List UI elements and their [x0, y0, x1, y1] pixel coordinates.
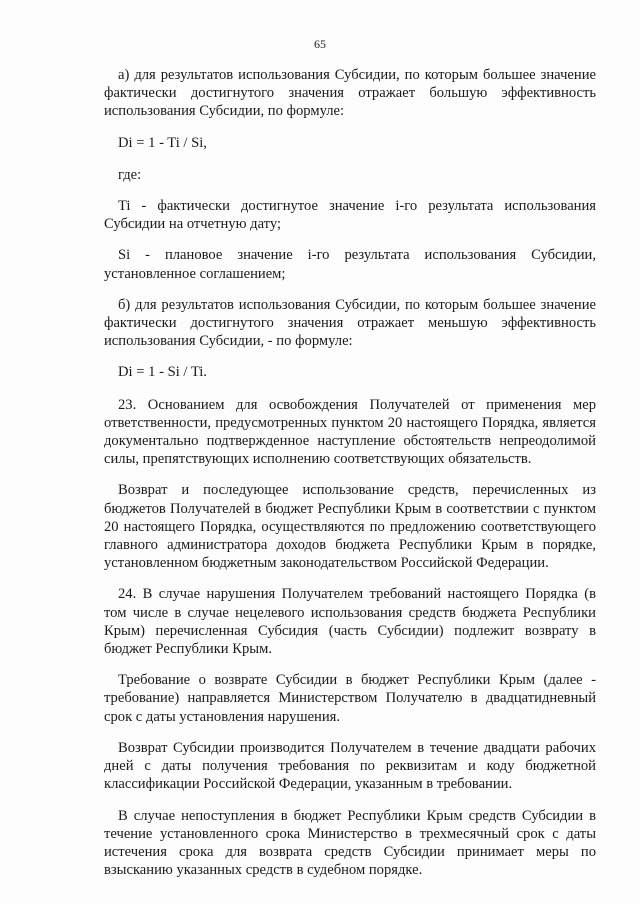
- clause-23: 23. Основанием для освобождения Получателей от применения мер ответственности, предусмотренных пунктом 20 настоящего Порядка, является документально подтвержденное наступление обстоятельств непреодолимой силы, препятствующих исполнению соответствующих обязательств.: [104, 396, 596, 468]
- clause-24-refund-term: Возврат Субсидии производится Получателем в течение двадцати рабочих дней с даты получения требования по реквизитам и коду бюджетной классификации Российской Федерации, указанным в требовании.: [104, 739, 596, 793]
- clause-24: 24. В случае нарушения Получателем требований настоящего Порядка (в том числе в случае нецелевого использования средств бюджета Республики Крым) перечисленная Субсидия (часть Субсидии) подлежит возврату в бюджет Республики Крым.: [104, 586, 596, 658]
- paragraph-b-intro: б) для результатов использования Субсидии, по которым большее значение фактически достигнутого значения отражает меньшую эффективность использования Субсидии, - по формуле:: [104, 296, 596, 350]
- clause-24-demand: Требование о возврате Субсидии в бюджет Республики Крым (далее - требование) направляется Министерством Получателю в двадцатидневный срок с даты установления нарушения.: [104, 672, 596, 725]
- clause-23-return: Возврат и последующее использование средств, перечисленных из бюджетов Получателей в бюджет Республики Крым в соответствии с пунктом 20 настоящего Порядка, осуществляются по предложению соответствующего главного администратора доходов бюджета Республики Крым в порядке, установленном бюджетным законодательством Российской Федерации.: [104, 482, 596, 572]
- document-body: [104, 66, 596, 892]
- clause-24-court: В случае непоступления в бюджет Республики Крым средств Субсидии в течение установленного срока Министерство в трехмесячный срок с даты истечения срока для возврата средств Субсидии принимает меры по взысканию указанных средств в судебном порядке.: [104, 807, 596, 879]
- page-number: 65: [314, 37, 326, 51]
- formula-b: Di = 1 - Si / Ti.: [118, 364, 207, 381]
- definition-si: Si - плановое значение i-го результата использования Субсидии, установленное соглашением;: [104, 247, 596, 282]
- where-label: где:: [118, 166, 142, 183]
- formula-a: Di = 1 - Ti / Si,: [118, 134, 207, 151]
- definition-ti: Ti - фактически достигнутое значение i-го результата использования Субсидии на отчетную дату;: [104, 198, 596, 233]
- paragraph-a-intro: а) для результатов использования Субсидии, по которым большее значение фактически достигнутого значения отражает большую эффективность использования Субсидии, по формуле:: [104, 67, 596, 120]
